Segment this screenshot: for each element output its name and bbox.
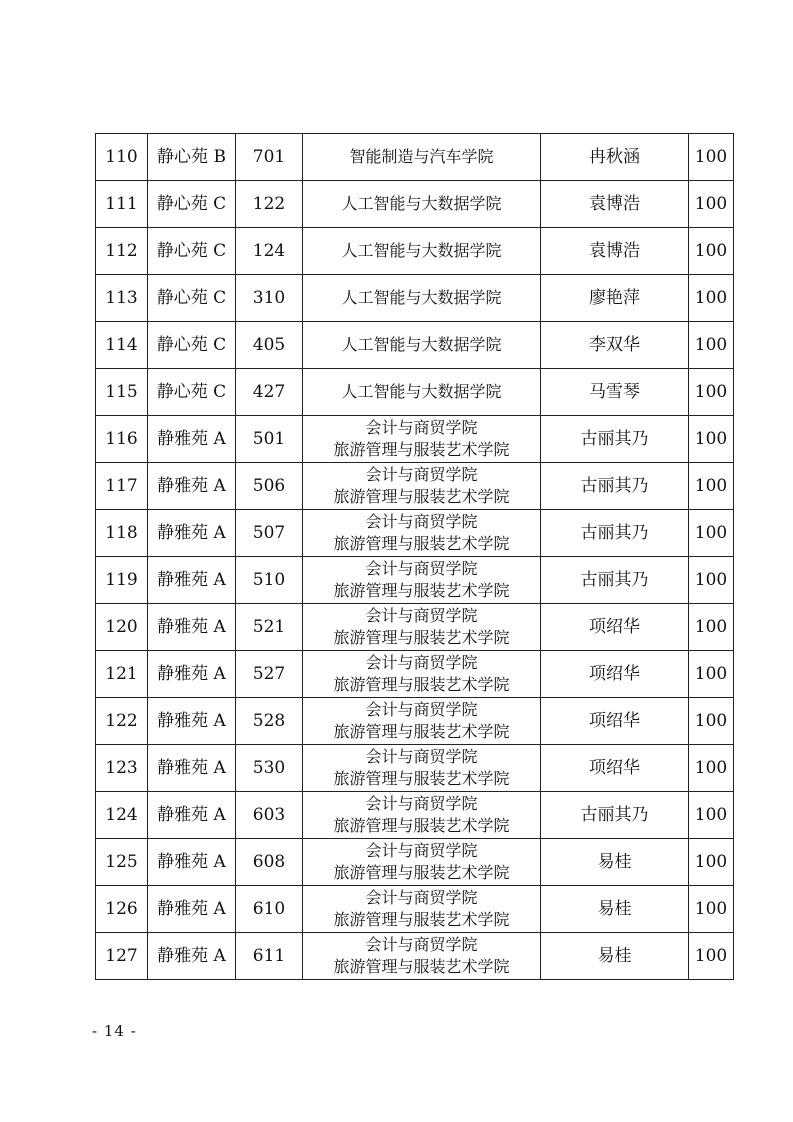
cell-person: 项绍华	[541, 604, 689, 651]
cell-building: 静心苑 C	[148, 228, 236, 275]
cell-room: 527	[236, 651, 303, 698]
cell-room: 122	[236, 181, 303, 228]
cell-person: 马雪琴	[541, 369, 689, 416]
college-line: 旅游管理与服装艺术学院	[333, 816, 510, 835]
cell-number: 120	[96, 604, 148, 651]
college-line: 会计与商贸学院	[365, 418, 478, 437]
cell-score: 100	[689, 651, 734, 698]
cell-building: 静雅苑 A	[148, 416, 236, 463]
cell-building: 静雅苑 A	[148, 651, 236, 698]
college-line: 会计与商贸学院	[365, 888, 478, 907]
college-line: 会计与商贸学院	[365, 606, 478, 625]
cell-room: 701	[236, 134, 303, 181]
cell-building: 静心苑 C	[148, 275, 236, 322]
cell-number: 118	[96, 510, 148, 557]
cell-room: 521	[236, 604, 303, 651]
cell-person: 李双华	[541, 322, 689, 369]
cell-college	[303, 557, 541, 604]
table-row	[96, 322, 734, 369]
college-line: 旅游管理与服装艺术学院	[333, 769, 510, 788]
cell-college	[303, 181, 541, 228]
cell-number: 116	[96, 416, 148, 463]
table-row	[96, 463, 734, 510]
table-row	[96, 745, 734, 792]
college-line: 会计与商贸学院	[365, 700, 478, 719]
table-row	[96, 651, 734, 698]
cell-number: 117	[96, 463, 148, 510]
cell-college	[303, 416, 541, 463]
cell-score: 100	[689, 886, 734, 933]
college-line: 会计与商贸学院	[365, 512, 478, 531]
cell-person: 古丽其乃	[541, 510, 689, 557]
table-row	[96, 933, 734, 980]
cell-college	[303, 604, 541, 651]
cell-number: 115	[96, 369, 148, 416]
cell-room: 124	[236, 228, 303, 275]
cell-score: 100	[689, 933, 734, 980]
cell-number: 122	[96, 698, 148, 745]
cell-person: 古丽其乃	[541, 416, 689, 463]
cell-building: 静雅苑 A	[148, 604, 236, 651]
cell-number: 124	[96, 792, 148, 839]
cell-score: 100	[689, 745, 734, 792]
cell-building: 静雅苑 A	[148, 463, 236, 510]
table-row	[96, 181, 734, 228]
college-line: 旅游管理与服装艺术学院	[333, 581, 510, 600]
cell-person: 古丽其乃	[541, 557, 689, 604]
college-line: 智能制造与汽车学院	[349, 147, 494, 166]
cell-building: 静心苑 C	[148, 181, 236, 228]
cell-room: 610	[236, 886, 303, 933]
college-line: 旅游管理与服装艺术学院	[333, 628, 510, 647]
table-row	[96, 228, 734, 275]
cell-room: 611	[236, 933, 303, 980]
cell-number: 126	[96, 886, 148, 933]
college-line: 旅游管理与服装艺术学院	[333, 957, 510, 976]
cell-number: 112	[96, 228, 148, 275]
table-row	[96, 369, 734, 416]
college-line: 会计与商贸学院	[365, 653, 478, 672]
cell-number: 113	[96, 275, 148, 322]
table-body	[96, 134, 734, 980]
college-line: 旅游管理与服装艺术学院	[333, 910, 510, 929]
cell-number: 125	[96, 839, 148, 886]
college-line: 旅游管理与服装艺术学院	[333, 722, 510, 741]
cell-college	[303, 228, 541, 275]
college-line: 会计与商贸学院	[365, 747, 478, 766]
college-line: 旅游管理与服装艺术学院	[333, 863, 510, 882]
cell-score: 100	[689, 369, 734, 416]
cell-score: 100	[689, 181, 734, 228]
cell-building: 静雅苑 A	[148, 698, 236, 745]
cell-room: 310	[236, 275, 303, 322]
cell-room: 501	[236, 416, 303, 463]
cell-college	[303, 839, 541, 886]
college-line: 旅游管理与服装艺术学院	[333, 487, 510, 506]
cell-building: 静雅苑 A	[148, 792, 236, 839]
cell-college	[303, 275, 541, 322]
cell-building: 静雅苑 A	[148, 557, 236, 604]
cell-room: 608	[236, 839, 303, 886]
table-row	[96, 557, 734, 604]
college-line: 会计与商贸学院	[365, 794, 478, 813]
cell-number: 114	[96, 322, 148, 369]
cell-college	[303, 745, 541, 792]
cell-number: 123	[96, 745, 148, 792]
cell-building: 静雅苑 A	[148, 839, 236, 886]
table-row	[96, 275, 734, 322]
cell-score: 100	[689, 792, 734, 839]
cell-college	[303, 698, 541, 745]
cell-room: 405	[236, 322, 303, 369]
cell-college	[303, 792, 541, 839]
cell-college	[303, 933, 541, 980]
cell-room: 427	[236, 369, 303, 416]
cell-score: 100	[689, 228, 734, 275]
college-line: 旅游管理与服装艺术学院	[333, 675, 510, 694]
table-row	[96, 698, 734, 745]
college-line: 人工智能与大数据学院	[341, 335, 502, 354]
table-row	[96, 886, 734, 933]
table-row	[96, 839, 734, 886]
college-line: 会计与商贸学院	[365, 465, 478, 484]
college-line: 旅游管理与服装艺术学院	[333, 534, 510, 553]
cell-room: 528	[236, 698, 303, 745]
cell-room: 507	[236, 510, 303, 557]
cell-person: 项绍华	[541, 745, 689, 792]
cell-person: 易桂	[541, 839, 689, 886]
cell-person: 冉秋涵	[541, 134, 689, 181]
cell-person: 项绍华	[541, 698, 689, 745]
cell-college	[303, 463, 541, 510]
cell-person: 古丽其乃	[541, 792, 689, 839]
college-line: 人工智能与大数据学院	[341, 241, 502, 260]
cell-college	[303, 510, 541, 557]
cell-number: 127	[96, 933, 148, 980]
table-row	[96, 604, 734, 651]
cell-person: 袁博浩	[541, 181, 689, 228]
cell-room: 530	[236, 745, 303, 792]
cell-score: 100	[689, 839, 734, 886]
cell-building: 静心苑 C	[148, 369, 236, 416]
table-row	[96, 416, 734, 463]
cell-college	[303, 322, 541, 369]
cell-room: 603	[236, 792, 303, 839]
cell-person: 古丽其乃	[541, 463, 689, 510]
cell-number: 119	[96, 557, 148, 604]
college-line: 会计与商贸学院	[365, 935, 478, 954]
cell-person: 易桂	[541, 933, 689, 980]
cell-score: 100	[689, 463, 734, 510]
college-line: 旅游管理与服装艺术学院	[333, 440, 510, 459]
college-line: 人工智能与大数据学院	[341, 194, 502, 213]
cell-score: 100	[689, 416, 734, 463]
cell-college	[303, 651, 541, 698]
table-row	[96, 510, 734, 557]
cell-building: 静雅苑 A	[148, 510, 236, 557]
cell-score: 100	[689, 275, 734, 322]
cell-person: 廖艳萍	[541, 275, 689, 322]
dormitory-score-table	[95, 133, 734, 980]
cell-score: 100	[689, 134, 734, 181]
college-line: 人工智能与大数据学院	[341, 288, 502, 307]
cell-person: 袁博浩	[541, 228, 689, 275]
cell-building: 静雅苑 A	[148, 933, 236, 980]
cell-person: 易桂	[541, 886, 689, 933]
cell-number: 110	[96, 134, 148, 181]
cell-building: 静心苑 B	[148, 134, 236, 181]
table-row	[96, 792, 734, 839]
cell-number: 111	[96, 181, 148, 228]
cell-building: 静雅苑 A	[148, 745, 236, 792]
table-row	[96, 134, 734, 181]
cell-score: 100	[689, 604, 734, 651]
cell-college	[303, 369, 541, 416]
cell-college	[303, 134, 541, 181]
cell-building: 静心苑 C	[148, 322, 236, 369]
cell-score: 100	[689, 510, 734, 557]
cell-score: 100	[689, 698, 734, 745]
college-line: 会计与商贸学院	[365, 559, 478, 578]
cell-building: 静雅苑 A	[148, 886, 236, 933]
college-line: 人工智能与大数据学院	[341, 382, 502, 401]
cell-room: 506	[236, 463, 303, 510]
cell-person: 项绍华	[541, 651, 689, 698]
cell-score: 100	[689, 322, 734, 369]
cell-number: 121	[96, 651, 148, 698]
page-number: - 14 -	[92, 1022, 137, 1040]
cell-room: 510	[236, 557, 303, 604]
cell-score: 100	[689, 557, 734, 604]
college-line: 会计与商贸学院	[365, 841, 478, 860]
cell-college	[303, 886, 541, 933]
